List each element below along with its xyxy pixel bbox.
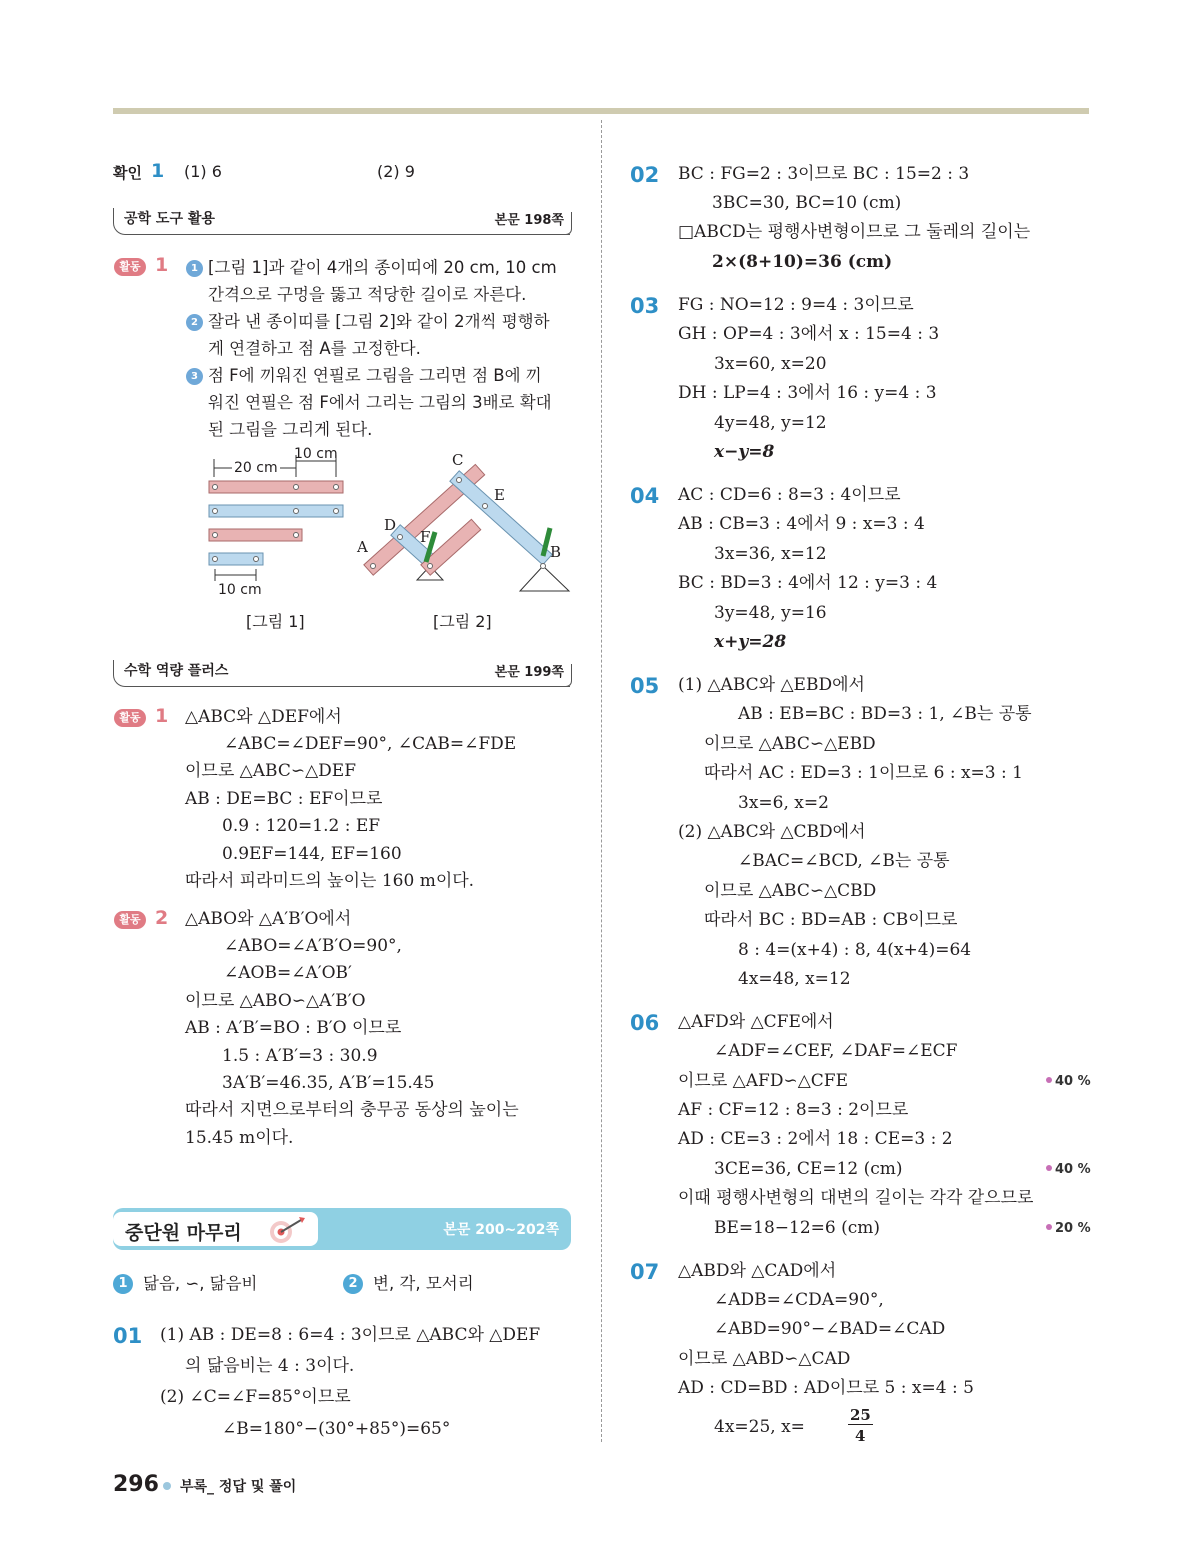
activity-num: 2 <box>155 907 169 929</box>
q06-line: 이므로 △AFD∽△CFE <box>678 1071 848 1091</box>
figure-1-label-10cm-top: 10 cm <box>294 446 338 462</box>
q01-line: ∠B=180°−(30°+85°)=65° <box>222 1419 451 1439</box>
summary-num-2: 2 <box>343 1274 363 1294</box>
q05-line: 8 : 4=(x+4) : 8, 4(x+4)=64 <box>738 940 972 960</box>
figure-1-caption: [그림 1] <box>246 612 305 631</box>
q06-line: AD : CE=3 : 2에서 18 : CE=3 : 2 <box>678 1129 953 1149</box>
figure-1-label-10cm-bottom: 10 cm <box>218 582 262 598</box>
activity-pill: 활동 <box>114 709 146 727</box>
point-label-a: A <box>357 538 368 556</box>
q03-line: x−y=8 <box>714 442 775 462</box>
q02-line: 3BC=30, BC=10 (cm) <box>712 193 902 213</box>
plus2-line: 이므로 △ABO∽△A′B′O <box>185 991 366 1011</box>
q03-line: FG : NO=12 : 9=4 : 3이므로 <box>678 295 914 315</box>
q06-line: BE=18−12=6 (cm) <box>714 1218 881 1238</box>
figure-1-label-20cm: 20 cm <box>234 460 278 476</box>
plus1-line: 0.9 : 120=1.2 : EF <box>222 816 381 836</box>
point-label-c: C <box>452 451 464 469</box>
q06-line: 이때 평행사변형의 대변의 길이는 각각 같으므로 <box>678 1188 1034 1208</box>
tools-line: 워진 연필은 점 F에서 그리는 그림의 3배로 확대 <box>208 393 552 412</box>
plus1-line: AB : DE=BC : EF이므로 <box>185 789 383 809</box>
activity-pill: 활동 <box>114 258 146 276</box>
plus2-line: AB : A′B′=BO : B′O 이므로 <box>185 1018 402 1038</box>
q04-line: AC : CD=6 : 8=3 : 4이므로 <box>678 485 901 505</box>
point-label-f: F <box>420 528 431 546</box>
tools-line: [그림 1]과 같이 4개의 종이띠에 20 cm, 10 cm <box>208 258 557 277</box>
question-num: 02 <box>630 163 660 187</box>
plus2-line: 3A′B′=46.35, A′B′=15.45 <box>222 1073 435 1093</box>
q01-line: (2) ∠C=∠F=85°이므로 <box>160 1387 351 1407</box>
q05-line: AB : EB=BC : BD=3 : 1, ∠B는 공통 <box>738 704 1032 724</box>
q05-line: 4x=48, x=12 <box>738 969 851 989</box>
q02-line: BC : FG=2 : 3이므로 BC : 15=2 : 3 <box>678 164 970 184</box>
top-rule <box>113 108 1089 114</box>
plus1-line: △ABC와 △DEF에서 <box>185 707 342 727</box>
q04-line: BC : BD=3 : 4에서 12 : y=3 : 4 <box>678 573 938 593</box>
tools-line: 잘라 낸 종이띠를 [그림 2]와 같이 2개씩 평행하 <box>208 312 550 331</box>
summary-answer-1: 닮음, ∽, 닮음비 <box>143 1274 258 1293</box>
q05-line: 이므로 △ABC∽△CBD <box>704 881 877 901</box>
section-tools-title: 공학 도구 활용 <box>124 211 215 227</box>
plus1-line: 이므로 △ABC∽△DEF <box>185 761 356 781</box>
plus1-line: 0.9EF=144, EF=160 <box>222 844 402 864</box>
q04-line: x+y=28 <box>714 632 787 652</box>
step-2-icon: 2 <box>186 314 203 331</box>
check-answer-1: (1) 6 <box>184 162 222 181</box>
q04-line: 3y=48, y=16 <box>714 603 827 623</box>
q05-line: (2) △ABC와 △CBD에서 <box>678 822 866 842</box>
question-num: 03 <box>630 294 660 318</box>
q07-fraction-denominator: 4 <box>855 1427 866 1445</box>
question-num: 01 <box>113 1324 143 1348</box>
q05-line: 따라서 BC : BD=AB : CB이므로 <box>704 910 958 930</box>
summary-answer-2: 변, 각, 모서리 <box>373 1274 474 1293</box>
summary-num-1: 1 <box>113 1274 133 1294</box>
q03-line: 3x=60, x=20 <box>714 354 827 374</box>
section-plus-ref: 본문 199쪽 <box>494 665 564 680</box>
q07-line: ∠ABD=90°−∠BAD=∠CAD <box>714 1319 946 1339</box>
q01-line: (1) AB : DE=8 : 6=4 : 3이므로 △ABC와 △DEF <box>160 1325 541 1345</box>
column-divider <box>601 120 602 1442</box>
unit-review-title-box <box>113 1212 318 1246</box>
q05-line: 3x=6, x=2 <box>738 793 829 813</box>
unit-review-banner <box>113 1208 571 1250</box>
q07-line: △ABD와 △CAD에서 <box>678 1261 837 1281</box>
activity-num: 1 <box>155 254 169 276</box>
tab-end <box>565 212 572 235</box>
activity-num: 1 <box>155 705 169 727</box>
unit-review-ref: 본문 200~202쪽 <box>443 1222 559 1238</box>
q07-line: 4x=25, x= <box>714 1417 805 1437</box>
footer-title: 부록_ 정답 및 풀이 <box>180 1479 297 1495</box>
question-num: 04 <box>630 484 660 508</box>
section-plus-header <box>113 660 570 687</box>
q06-line: ∠ADF=∠CEF, ∠DAF=∠ECF <box>714 1041 958 1061</box>
question-num: 05 <box>630 674 660 698</box>
plus2-line: ∠ABO=∠A′B′O=90°, <box>224 936 402 956</box>
plus2-line: △ABO와 △A′B′O에서 <box>185 909 352 929</box>
section-tools-header <box>113 208 570 235</box>
score-percent: 40 % <box>1046 1074 1091 1089</box>
q04-line: 3x=36, x=12 <box>714 544 827 564</box>
q05-line: ∠BAC=∠BCD, ∠B는 공통 <box>738 851 950 871</box>
tools-line: 점 F에 끼워진 연필로 그림을 그리면 점 B에 끼 <box>208 366 542 385</box>
tab-end <box>565 664 572 687</box>
q06-line: 3CE=36, CE=12 (cm) <box>714 1159 903 1179</box>
q02-line: 2×(8+10)=36 (cm) <box>712 252 893 272</box>
target-icon <box>265 1214 309 1244</box>
q04-line: AB : CB=3 : 4에서 9 : x=3 : 4 <box>678 514 925 534</box>
q02-line: □ABCD는 평행사변형이므로 그 둘레의 길이는 <box>678 222 1031 242</box>
step-1-icon: 1 <box>186 260 203 277</box>
check-label: 확인 <box>113 164 142 182</box>
step-3-icon: 3 <box>186 368 203 385</box>
q06-line: AF : CF=12 : 8=3 : 2이므로 <box>678 1100 909 1120</box>
tools-line: 간격으로 구멍을 뚫고 적당한 길이로 자른다. <box>208 285 527 304</box>
section-tools-ref: 본문 198쪽 <box>494 213 564 228</box>
tools-line: 게 연결하고 점 A를 고정한다. <box>208 339 421 358</box>
check-num: 1 <box>151 160 165 182</box>
figure-2-caption: [그림 2] <box>433 612 492 631</box>
question-num: 06 <box>630 1011 660 1035</box>
plus2-line: ∠AOB=∠A′OB′ <box>224 963 352 983</box>
figure-1-strips <box>200 445 360 605</box>
q07-fraction-numerator: 25 <box>850 1406 871 1424</box>
plus1-line: 따라서 피라미드의 높이는 160 m이다. <box>185 871 475 891</box>
q07-line: ∠ADB=∠CDA=90°, <box>714 1290 884 1310</box>
plus2-line: 따라서 지면으로부터의 충무공 동상의 높이는 <box>185 1100 519 1120</box>
question-num: 07 <box>630 1260 660 1284</box>
unit-review-title: 중단원 마무리 <box>125 1222 242 1244</box>
point-label-d: D <box>384 516 397 534</box>
check-answer-2: (2) 9 <box>377 162 415 181</box>
q05-line: 따라서 AC : ED=3 : 1이므로 6 : x=3 : 1 <box>704 763 1023 783</box>
plus2-line: 1.5 : A′B′=3 : 30.9 <box>222 1046 378 1066</box>
q05-line: 이므로 △ABC∽△EBD <box>704 734 876 754</box>
q03-line: 4y=48, y=12 <box>714 413 827 433</box>
q07-line: AD : CD=BD : AD이므로 5 : x=4 : 5 <box>678 1378 974 1398</box>
score-percent: 40 % <box>1046 1162 1091 1177</box>
page-number: 296 <box>113 1472 159 1497</box>
q06-line: △AFD와 △CFE에서 <box>678 1012 834 1032</box>
q05-line: (1) △ABC와 △EBD에서 <box>678 675 865 695</box>
plus1-line: ∠ABC=∠DEF=90°, ∠CAB=∠FDE <box>224 734 517 754</box>
q01-line: 의 닮음비는 4 : 3이다. <box>185 1356 355 1376</box>
q07-line: 이므로 △ABD∽△CAD <box>678 1349 851 1369</box>
point-label-e: E <box>494 486 505 504</box>
plus2-line: 15.45 m이다. <box>185 1128 294 1148</box>
point-label-b: B <box>550 543 562 561</box>
tools-line: 된 그림을 그리게 된다. <box>208 420 373 439</box>
section-plus-title: 수학 역량 플러스 <box>124 663 229 679</box>
q03-line: DH : LP=4 : 3에서 16 : y=4 : 3 <box>678 383 937 403</box>
activity-pill: 활동 <box>114 911 146 929</box>
q03-line: GH : OP=4 : 3에서 x : 15=4 : 3 <box>678 324 940 344</box>
footer-dot <box>163 1482 171 1490</box>
score-percent: 20 % <box>1046 1221 1091 1236</box>
